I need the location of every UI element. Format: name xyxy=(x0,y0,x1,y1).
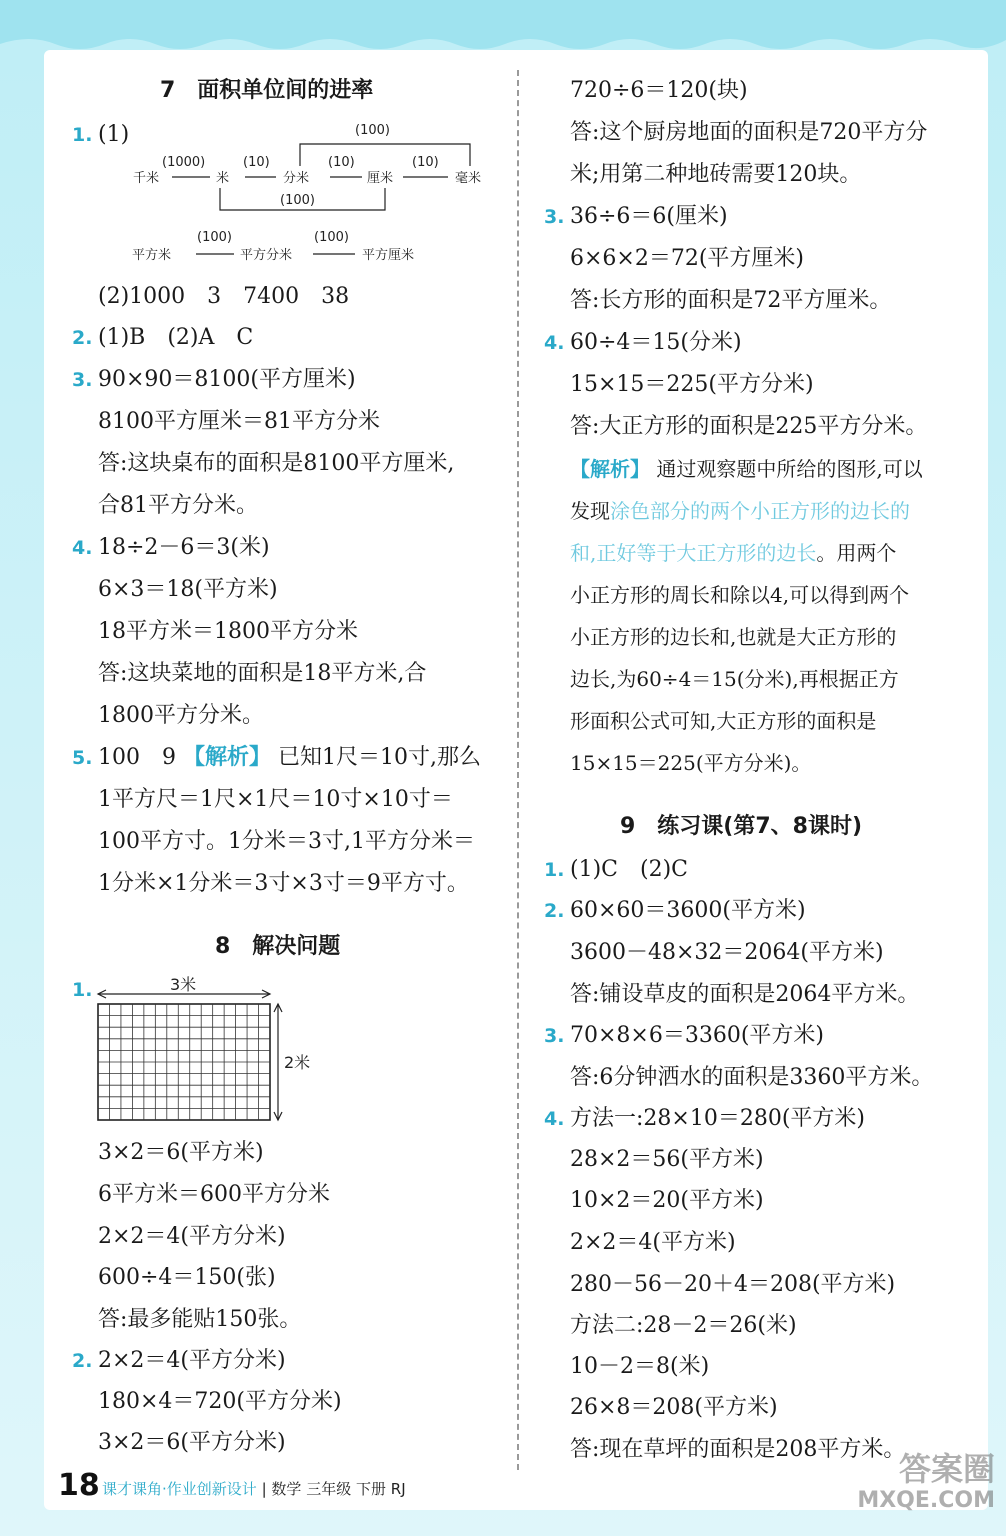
q1-number: 1. xyxy=(72,124,93,146)
q1-part2: (2)1000 3 7400 38 xyxy=(98,284,350,309)
unit-mm: 毫米 xyxy=(455,171,482,186)
q3-line2: 8100平方厘米＝81平方分米 xyxy=(98,409,380,434)
q3-number: 3. xyxy=(72,369,93,391)
grid-height-label: 2米 xyxy=(284,1053,311,1072)
unit-sq-dm: 平方分米 xyxy=(240,248,293,263)
r-q4-line2: 15×15＝225(平方分米) xyxy=(570,372,814,397)
r-line3: 米;用第二种地砖需要120块。 xyxy=(570,162,862,187)
r-q4-explain7: 形面积公式可知,大正方形的面积是 xyxy=(570,709,877,733)
s9-q3-line2: 答:6分钟洒水的面积是3360平方米。 xyxy=(570,1065,934,1090)
s9-q1-answer: (1)C (2)C xyxy=(570,857,688,882)
unit-dm: 分米 xyxy=(283,171,310,186)
footer-brand: 课才课角·作业创新设计 xyxy=(102,1480,257,1498)
r-q4-analysis-tag: 【解析】 xyxy=(570,457,650,481)
r-q4-explain3 xyxy=(570,538,896,568)
length-unit-rate-diagram xyxy=(100,118,500,218)
q5-number: 5. xyxy=(72,747,93,769)
r-q4-explain5: 小正方形的边长和,也就是大正方形的 xyxy=(570,625,897,649)
q5-line2: 1平方尺＝1尺×1尺＝10寸×10寸＝ xyxy=(98,787,453,812)
q4-number: 4. xyxy=(72,537,93,559)
s8-q2-line3: 3×2＝6(平方分米) xyxy=(98,1430,286,1455)
r-q3-line2: 6×6×2＝72(平方厘米) xyxy=(570,246,805,271)
page-number: 18 xyxy=(58,1468,100,1503)
s9-q2-line2: 3600－48×32＝2064(平方米) xyxy=(570,940,884,965)
rate-sqdm-sqcm: (100) xyxy=(314,230,349,245)
s9-q3-number: 3. xyxy=(544,1025,565,1047)
q3-line4: 合81平方分米。 xyxy=(98,493,258,518)
r-q4-explain4: 小正方形的周长和除以4,可以得到两个 xyxy=(570,583,910,607)
rate-bracket-bottom: (100) xyxy=(280,193,315,208)
q5-analysis-tag: 【解析】 xyxy=(183,745,272,770)
s8-q2-line1: 2×2＝4(平方分米) xyxy=(98,1348,286,1373)
q5-line1 xyxy=(98,743,481,773)
q3-line1: 90×90＝8100(平方厘米) xyxy=(98,367,356,392)
r-q4-explain3-highlight: 和,正好等于大正方形的边长 xyxy=(570,541,817,565)
unit-cm: 厘米 xyxy=(367,171,394,186)
footer-subject: 数学 xyxy=(271,1480,302,1498)
r-line2: 答:这个厨房地面的面积是720平方分 xyxy=(570,120,928,145)
r-q4-explain2-a: 发现 xyxy=(570,499,610,523)
s9-q2-line3: 答:铺设草皮的面积是2064平方米。 xyxy=(570,982,920,1007)
footer-edition: RJ xyxy=(390,1480,406,1498)
rate-dm-cm: (10) xyxy=(328,155,355,170)
area-unit-rate-diagram xyxy=(100,225,500,270)
s9-q4-line7: 10－2＝8(米) xyxy=(570,1354,710,1379)
rate-bracket-top: (100) xyxy=(355,123,390,138)
q4-line1: 18÷2－6＝3(米) xyxy=(98,535,270,560)
s8-q1-line2: 6平方米＝600平方分米 xyxy=(98,1182,330,1207)
q1-part1: (1) xyxy=(98,122,130,147)
s9-q4-line5: 280－56－20＋4＝208(平方米) xyxy=(570,1272,896,1297)
watermark-line2: MXQE.COM xyxy=(857,1488,995,1513)
q4-line2: 6×3＝18(平方米) xyxy=(98,577,278,602)
rate-sqm-sqdm: (100) xyxy=(197,230,232,245)
rate-m-dm: (10) xyxy=(243,155,270,170)
s9-q4-line6: 方法二:28－2＝26(米) xyxy=(570,1313,797,1338)
r-q4-line3: 答:大正方形的面积是225平方分米。 xyxy=(570,414,928,439)
section-9-title: 9 练习课(第7、8课时) xyxy=(620,814,863,839)
rate-cm-mm: (10) xyxy=(412,155,439,170)
section-8-title: 8 解决问题 xyxy=(215,934,341,959)
s9-q3-line1: 70×8×6＝3360(平方米) xyxy=(570,1023,825,1048)
unit-m: 米 xyxy=(216,171,230,186)
r-line1: 720÷6＝120(块) xyxy=(570,78,748,103)
r-q4-line1: 60÷4＝15(分米) xyxy=(570,330,742,355)
q5-analysis-start: 已知1尺＝10寸,那么 xyxy=(278,745,482,770)
s9-q2-line1: 60×60＝3600(平方米) xyxy=(570,898,806,923)
footer-grade: 三年级 xyxy=(306,1480,352,1498)
s8-q1-line4: 600÷4＝150(张) xyxy=(98,1265,276,1290)
tile-grid-diagram xyxy=(92,972,332,1132)
s9-q4-line8: 26×8＝208(平方米) xyxy=(570,1395,778,1420)
unit-sq-m: 平方米 xyxy=(132,248,172,263)
q5-line4: 1分米×1分米＝3寸×3寸＝9平方寸。 xyxy=(98,871,469,896)
r-q3-line1: 36÷6＝6(厘米) xyxy=(570,204,728,229)
q4-line4: 答:这块菜地的面积是18平方米,合 xyxy=(98,661,427,686)
r-q4-explain2-highlight: 涂色部分的两个小正方形的边长的 xyxy=(610,499,910,523)
s8-q2-number: 2. xyxy=(72,1350,93,1372)
s9-q4-line1: 方法一:28×10＝280(平方米) xyxy=(570,1106,865,1131)
s9-q4-number: 4. xyxy=(544,1108,565,1130)
section-7-title: 7 面积单位间的进率 xyxy=(160,78,374,103)
rate-km-m: (1000) xyxy=(162,155,206,170)
s8-q1-line3: 2×2＝4(平方分米) xyxy=(98,1224,286,1249)
q5-line3: 100平方寸。1分米＝3寸,1平方分米＝ xyxy=(98,829,475,854)
s8-q2-line2: 180×4＝720(平方分米) xyxy=(98,1389,342,1414)
r-q4-explain8: 15×15＝225(平方分米)。 xyxy=(570,751,812,775)
s8-q1-line5: 答:最多能贴150张。 xyxy=(98,1307,302,1332)
r-q4-explain6: 边长,为60÷4＝15(分米),再根据正方 xyxy=(570,667,899,691)
r-q4-explain2 xyxy=(570,496,910,526)
q5-answer: 100 9 xyxy=(98,745,176,770)
s9-q4-line9: 答:现在草坪的面积是208平方米。 xyxy=(570,1437,906,1462)
q2-answer: (1)B (2)A C xyxy=(98,325,254,350)
watermark-logo xyxy=(845,1450,995,1530)
q2-number: 2. xyxy=(72,327,93,349)
r-q4-explain1-text: 通过观察题中所给的图形,可以 xyxy=(656,457,923,481)
s9-q2-number: 2. xyxy=(544,900,565,922)
s9-q4-line3: 10×2＝20(平方米) xyxy=(570,1188,764,1213)
footer-volume: 下册 xyxy=(355,1480,386,1498)
unit-km: 千米 xyxy=(133,171,160,186)
s8-q1-line1: 3×2＝6(平方米) xyxy=(98,1140,264,1165)
q4-line3: 18平方米＝1800平方分米 xyxy=(98,619,358,644)
r-q3-number: 3. xyxy=(544,206,565,228)
watermark-line1: 答案圈 xyxy=(898,1450,995,1488)
s9-q4-line2: 28×2＝56(平方米) xyxy=(570,1147,764,1172)
s8-q1-number: 1. xyxy=(72,979,93,1001)
r-q4-number: 4. xyxy=(544,332,565,354)
q4-line5: 1800平方分米。 xyxy=(98,703,264,728)
r-q3-line3: 答:长方形的面积是72平方厘米。 xyxy=(570,288,892,313)
r-q4-explain3-b: 。用两个 xyxy=(816,541,897,565)
footer-book-info: 课才课角·作业创新设计 | 数学 三年级 下册 RJ xyxy=(102,1480,406,1498)
column-divider xyxy=(517,70,519,1470)
s9-q4-line4: 2×2＝4(平方米) xyxy=(570,1230,736,1255)
s9-q1-number: 1. xyxy=(544,859,565,881)
r-q4-explain1 xyxy=(570,454,923,484)
grid-width-label: 3米 xyxy=(170,975,197,994)
unit-sq-cm: 平方厘米 xyxy=(362,248,415,263)
q3-line3: 答:这块桌布的面积是8100平方厘米, xyxy=(98,451,455,476)
